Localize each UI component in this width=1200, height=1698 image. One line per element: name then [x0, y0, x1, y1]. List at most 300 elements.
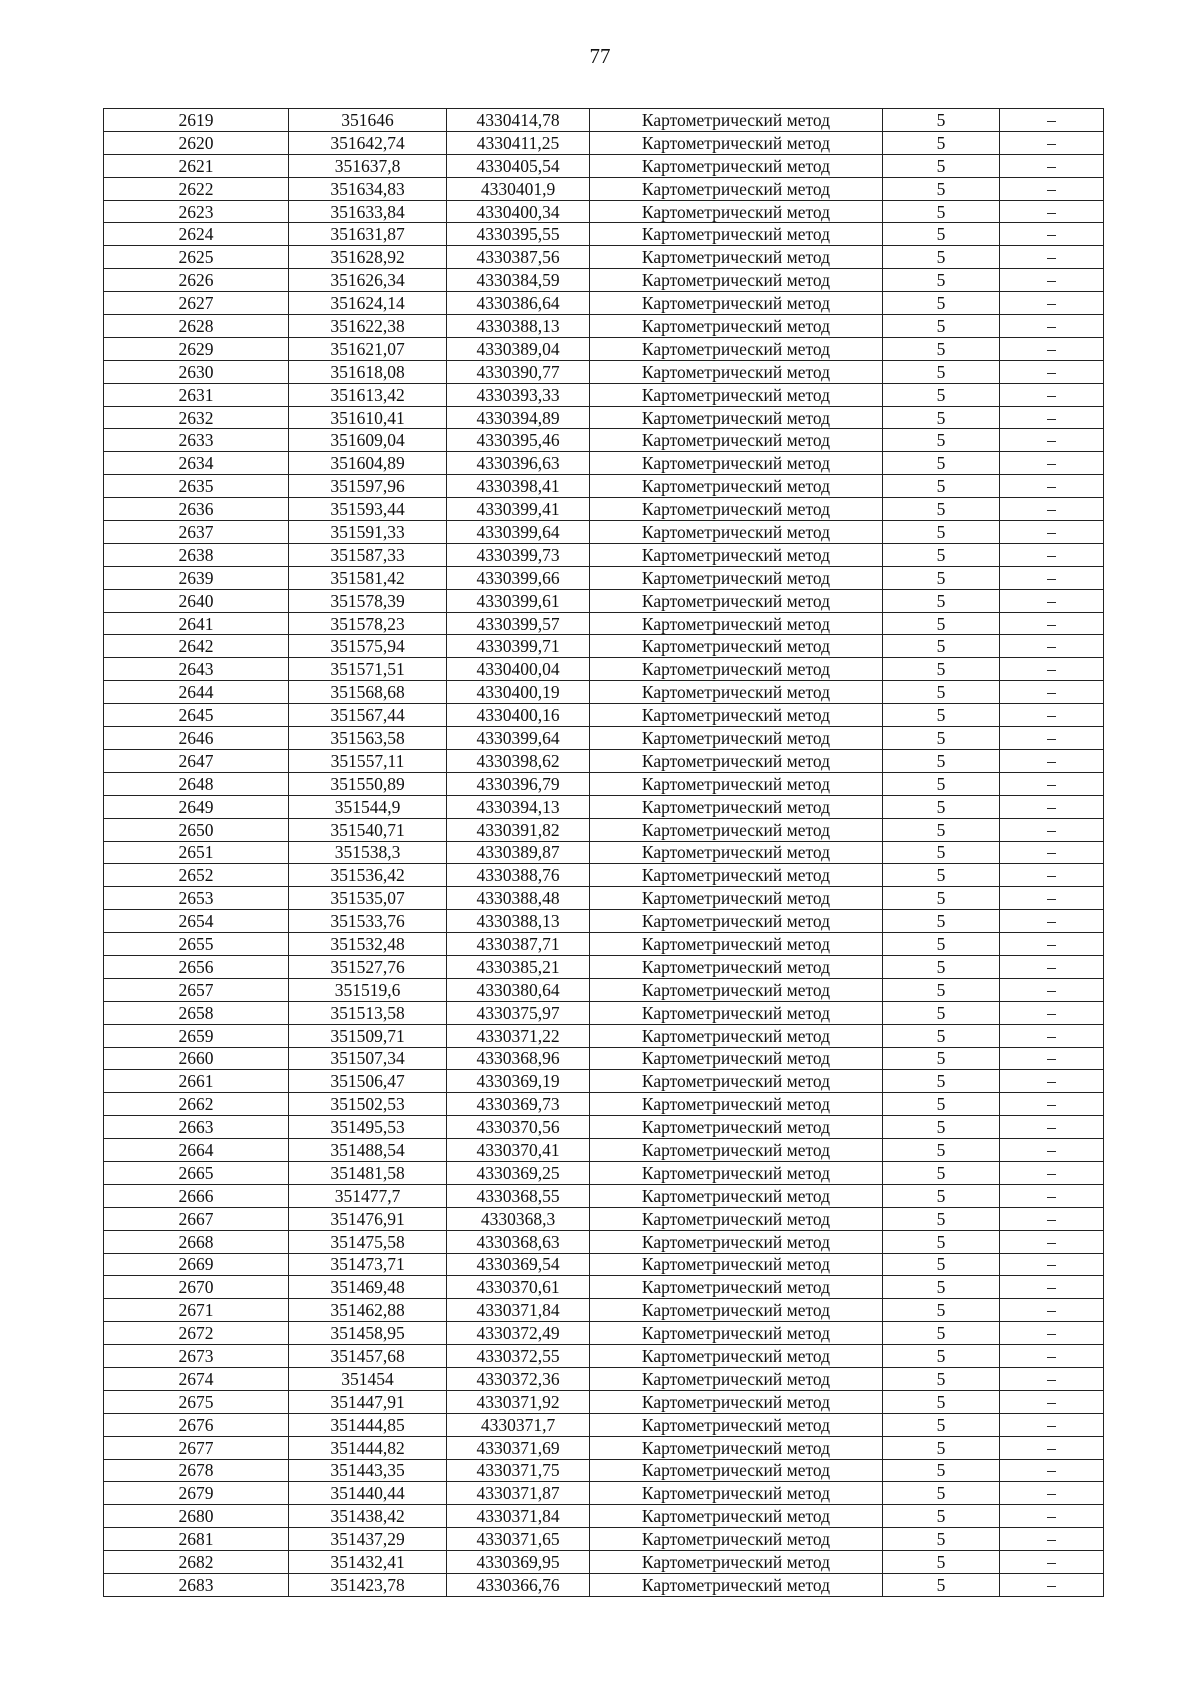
x-coordinate-cell: 351634,83 [289, 177, 447, 200]
note-cell: – [1000, 315, 1104, 338]
table-row [104, 1345, 1104, 1368]
table-row [104, 200, 1104, 223]
x-coordinate-cell: 351457,68 [289, 1345, 447, 1368]
x-coordinate-cell: 351624,14 [289, 292, 447, 315]
table-row [104, 1390, 1104, 1413]
accuracy-cell: 5 [883, 635, 1000, 658]
note-cell: – [1000, 177, 1104, 200]
accuracy-cell: 5 [883, 1024, 1000, 1047]
table-row [104, 246, 1104, 269]
table-row [104, 131, 1104, 154]
y-coordinate-cell: 4330372,49 [447, 1322, 590, 1345]
method-cell: Картометрический метод [590, 658, 883, 681]
table-row [104, 383, 1104, 406]
note-cell: – [1000, 933, 1104, 956]
y-coordinate-cell: 4330371,22 [447, 1024, 590, 1047]
y-coordinate-cell: 4330391,82 [447, 818, 590, 841]
method-cell: Картометрический метод [590, 1116, 883, 1139]
method-cell: Картометрический метод [590, 475, 883, 498]
y-coordinate-cell: 4330368,55 [447, 1184, 590, 1207]
method-cell: Картометрический метод [590, 452, 883, 475]
point-number-cell: 2660 [104, 1047, 289, 1070]
method-cell: Картометрический метод [590, 1459, 883, 1482]
point-number-cell: 2661 [104, 1070, 289, 1093]
point-number-cell: 2663 [104, 1116, 289, 1139]
y-coordinate-cell: 4330401,9 [447, 177, 590, 200]
accuracy-cell: 5 [883, 1551, 1000, 1574]
method-cell: Картометрический метод [590, 1413, 883, 1436]
y-coordinate-cell: 4330380,64 [447, 978, 590, 1001]
point-number-cell: 2621 [104, 154, 289, 177]
y-coordinate-cell: 4330371,65 [447, 1528, 590, 1551]
accuracy-cell: 5 [883, 269, 1000, 292]
point-number-cell: 2628 [104, 315, 289, 338]
y-coordinate-cell: 4330370,41 [447, 1139, 590, 1162]
table-row [104, 795, 1104, 818]
y-coordinate-cell: 4330399,64 [447, 727, 590, 750]
method-cell: Картометрический метод [590, 795, 883, 818]
point-number-cell: 2675 [104, 1390, 289, 1413]
accuracy-cell: 5 [883, 1574, 1000, 1597]
y-coordinate-cell: 4330399,57 [447, 612, 590, 635]
y-coordinate-cell: 4330411,25 [447, 131, 590, 154]
table-row [104, 704, 1104, 727]
method-cell: Картометрический метод [590, 200, 883, 223]
point-number-cell: 2662 [104, 1093, 289, 1116]
x-coordinate-cell: 351519,6 [289, 978, 447, 1001]
x-coordinate-cell: 351469,48 [289, 1276, 447, 1299]
method-cell: Картометрический метод [590, 1551, 883, 1574]
x-coordinate-cell: 351604,89 [289, 452, 447, 475]
point-number-cell: 2670 [104, 1276, 289, 1299]
note-cell: – [1000, 475, 1104, 498]
note-cell: – [1000, 429, 1104, 452]
y-coordinate-cell: 4330399,73 [447, 543, 590, 566]
method-cell: Картометрический метод [590, 360, 883, 383]
table-row [104, 749, 1104, 772]
point-number-cell: 2655 [104, 933, 289, 956]
y-coordinate-cell: 4330370,61 [447, 1276, 590, 1299]
table-row [104, 1436, 1104, 1459]
method-cell: Картометрический метод [590, 1093, 883, 1116]
point-number-cell: 2627 [104, 292, 289, 315]
y-coordinate-cell: 4330368,63 [447, 1230, 590, 1253]
accuracy-cell: 5 [883, 589, 1000, 612]
accuracy-cell: 5 [883, 543, 1000, 566]
x-coordinate-cell: 351438,42 [289, 1505, 447, 1528]
y-coordinate-cell: 4330375,97 [447, 1001, 590, 1024]
note-cell: – [1000, 704, 1104, 727]
table-row [104, 1230, 1104, 1253]
accuracy-cell: 5 [883, 177, 1000, 200]
accuracy-cell: 5 [883, 1322, 1000, 1345]
method-cell: Картометрический метод [590, 1070, 883, 1093]
point-number-cell: 2631 [104, 383, 289, 406]
method-cell: Картометрический метод [590, 131, 883, 154]
y-coordinate-cell: 4330398,41 [447, 475, 590, 498]
point-number-cell: 2667 [104, 1207, 289, 1230]
method-cell: Картометрический метод [590, 154, 883, 177]
method-cell: Картометрический метод [590, 177, 883, 200]
table-row [104, 315, 1104, 338]
note-cell: – [1000, 887, 1104, 910]
accuracy-cell: 5 [883, 1184, 1000, 1207]
note-cell: – [1000, 841, 1104, 864]
x-coordinate-cell: 351550,89 [289, 772, 447, 795]
x-coordinate-cell: 351509,71 [289, 1024, 447, 1047]
note-cell: – [1000, 521, 1104, 544]
table-row [104, 727, 1104, 750]
accuracy-cell: 5 [883, 1276, 1000, 1299]
accuracy-cell: 5 [883, 749, 1000, 772]
x-coordinate-cell: 351533,76 [289, 910, 447, 933]
point-number-cell: 2651 [104, 841, 289, 864]
x-coordinate-cell: 351488,54 [289, 1139, 447, 1162]
note-cell: – [1000, 635, 1104, 658]
table-row [104, 154, 1104, 177]
x-coordinate-cell: 351473,71 [289, 1253, 447, 1276]
note-cell: – [1000, 1574, 1104, 1597]
point-number-cell: 2669 [104, 1253, 289, 1276]
note-cell: – [1000, 246, 1104, 269]
point-number-cell: 2635 [104, 475, 289, 498]
table-row [104, 269, 1104, 292]
table-row [104, 864, 1104, 887]
accuracy-cell: 5 [883, 795, 1000, 818]
x-coordinate-cell: 351444,85 [289, 1413, 447, 1436]
note-cell: – [1000, 772, 1104, 795]
note-cell: – [1000, 1230, 1104, 1253]
point-number-cell: 2674 [104, 1367, 289, 1390]
x-coordinate-cell: 351440,44 [289, 1482, 447, 1505]
point-number-cell: 2638 [104, 543, 289, 566]
note-cell: – [1000, 1116, 1104, 1139]
x-coordinate-cell: 351462,88 [289, 1299, 447, 1322]
note-cell: – [1000, 292, 1104, 315]
accuracy-cell: 5 [883, 383, 1000, 406]
point-number-cell: 2653 [104, 887, 289, 910]
note-cell: – [1000, 543, 1104, 566]
x-coordinate-cell: 351568,68 [289, 681, 447, 704]
note-cell: – [1000, 795, 1104, 818]
point-number-cell: 2640 [104, 589, 289, 612]
accuracy-cell: 5 [883, 612, 1000, 635]
point-number-cell: 2636 [104, 498, 289, 521]
table-row [104, 360, 1104, 383]
point-number-cell: 2649 [104, 795, 289, 818]
accuracy-cell: 5 [883, 887, 1000, 910]
y-coordinate-cell: 4330390,77 [447, 360, 590, 383]
method-cell: Картометрический метод [590, 292, 883, 315]
point-number-cell: 2642 [104, 635, 289, 658]
y-coordinate-cell: 4330385,21 [447, 955, 590, 978]
x-coordinate-cell: 351610,41 [289, 406, 447, 429]
accuracy-cell: 5 [883, 1482, 1000, 1505]
method-cell: Картометрический метод [590, 406, 883, 429]
point-number-cell: 2644 [104, 681, 289, 704]
x-coordinate-cell: 351502,53 [289, 1093, 447, 1116]
accuracy-cell: 5 [883, 727, 1000, 750]
point-number-cell: 2659 [104, 1024, 289, 1047]
point-number-cell: 2632 [104, 406, 289, 429]
table-row [104, 475, 1104, 498]
note-cell: – [1000, 383, 1104, 406]
y-coordinate-cell: 4330400,04 [447, 658, 590, 681]
point-number-cell: 2657 [104, 978, 289, 1001]
table-row [104, 292, 1104, 315]
table-row [104, 406, 1104, 429]
point-number-cell: 2634 [104, 452, 289, 475]
point-number-cell: 2643 [104, 658, 289, 681]
x-coordinate-cell: 351477,7 [289, 1184, 447, 1207]
table-row [104, 1139, 1104, 1162]
y-coordinate-cell: 4330368,96 [447, 1047, 590, 1070]
method-cell: Картометрический метод [590, 1276, 883, 1299]
x-coordinate-cell: 351557,11 [289, 749, 447, 772]
point-number-cell: 2648 [104, 772, 289, 795]
method-cell: Картометрический метод [590, 589, 883, 612]
method-cell: Картометрический метод [590, 109, 883, 132]
accuracy-cell: 5 [883, 475, 1000, 498]
method-cell: Картометрический метод [590, 223, 883, 246]
accuracy-cell: 5 [883, 1299, 1000, 1322]
y-coordinate-cell: 4330369,19 [447, 1070, 590, 1093]
x-coordinate-cell: 351578,39 [289, 589, 447, 612]
x-coordinate-cell: 351475,58 [289, 1230, 447, 1253]
y-coordinate-cell: 4330371,87 [447, 1482, 590, 1505]
y-coordinate-cell: 4330399,66 [447, 566, 590, 589]
note-cell: – [1000, 1436, 1104, 1459]
accuracy-cell: 5 [883, 521, 1000, 544]
y-coordinate-cell: 4330400,19 [447, 681, 590, 704]
point-number-cell: 2672 [104, 1322, 289, 1345]
y-coordinate-cell: 4330400,16 [447, 704, 590, 727]
point-number-cell: 2633 [104, 429, 289, 452]
accuracy-cell: 5 [883, 315, 1000, 338]
table-row [104, 1093, 1104, 1116]
note-cell: – [1000, 1528, 1104, 1551]
x-coordinate-cell: 351613,42 [289, 383, 447, 406]
method-cell: Картометрический метод [590, 704, 883, 727]
x-coordinate-cell: 351581,42 [289, 566, 447, 589]
y-coordinate-cell: 4330372,55 [447, 1345, 590, 1368]
note-cell: – [1000, 1367, 1104, 1390]
accuracy-cell: 5 [883, 1093, 1000, 1116]
note-cell: – [1000, 1093, 1104, 1116]
method-cell: Картометрический метод [590, 315, 883, 338]
point-number-cell: 2654 [104, 910, 289, 933]
point-number-cell: 2658 [104, 1001, 289, 1024]
y-coordinate-cell: 4330369,25 [447, 1161, 590, 1184]
accuracy-cell: 5 [883, 498, 1000, 521]
x-coordinate-cell: 351575,94 [289, 635, 447, 658]
accuracy-cell: 5 [883, 154, 1000, 177]
x-coordinate-cell: 351432,41 [289, 1551, 447, 1574]
x-coordinate-cell: 351540,71 [289, 818, 447, 841]
point-number-cell: 2646 [104, 727, 289, 750]
table-row [104, 589, 1104, 612]
accuracy-cell: 5 [883, 223, 1000, 246]
note-cell: – [1000, 360, 1104, 383]
x-coordinate-cell: 351618,08 [289, 360, 447, 383]
y-coordinate-cell: 4330371,84 [447, 1299, 590, 1322]
note-cell: – [1000, 1551, 1104, 1574]
method-cell: Картометрический метод [590, 383, 883, 406]
x-coordinate-cell: 351536,42 [289, 864, 447, 887]
table-row [104, 818, 1104, 841]
method-cell: Картометрический метод [590, 749, 883, 772]
y-coordinate-cell: 4330387,71 [447, 933, 590, 956]
note-cell: – [1000, 1001, 1104, 1024]
accuracy-cell: 5 [883, 1528, 1000, 1551]
x-coordinate-cell: 351633,84 [289, 200, 447, 223]
table-row [104, 521, 1104, 544]
table-row [104, 772, 1104, 795]
note-cell: – [1000, 910, 1104, 933]
x-coordinate-cell: 351506,47 [289, 1070, 447, 1093]
point-number-cell: 2681 [104, 1528, 289, 1551]
table-row [104, 452, 1104, 475]
point-number-cell: 2664 [104, 1139, 289, 1162]
x-coordinate-cell: 351527,76 [289, 955, 447, 978]
x-coordinate-cell: 351631,87 [289, 223, 447, 246]
method-cell: Картометрический метод [590, 1574, 883, 1597]
accuracy-cell: 5 [883, 1367, 1000, 1390]
y-coordinate-cell: 4330386,64 [447, 292, 590, 315]
y-coordinate-cell: 4330366,76 [447, 1574, 590, 1597]
x-coordinate-cell: 351567,44 [289, 704, 447, 727]
accuracy-cell: 5 [883, 772, 1000, 795]
method-cell: Картометрический метод [590, 543, 883, 566]
table-row [104, 1116, 1104, 1139]
accuracy-cell: 5 [883, 566, 1000, 589]
method-cell: Картометрический метод [590, 1207, 883, 1230]
note-cell: – [1000, 223, 1104, 246]
method-cell: Картометрический метод [590, 1253, 883, 1276]
y-coordinate-cell: 4330396,63 [447, 452, 590, 475]
method-cell: Картометрический метод [590, 1047, 883, 1070]
method-cell: Картометрический метод [590, 1139, 883, 1162]
table-row [104, 1505, 1104, 1528]
method-cell: Картометрический метод [590, 1322, 883, 1345]
note-cell: – [1000, 1390, 1104, 1413]
method-cell: Картометрический метод [590, 864, 883, 887]
x-coordinate-cell: 351609,04 [289, 429, 447, 452]
table-row [104, 223, 1104, 246]
coordinates-table-body [104, 109, 1104, 1597]
y-coordinate-cell: 4330399,61 [447, 589, 590, 612]
method-cell: Картометрический метод [590, 1299, 883, 1322]
accuracy-cell: 5 [883, 1230, 1000, 1253]
point-number-cell: 2680 [104, 1505, 289, 1528]
note-cell: – [1000, 337, 1104, 360]
x-coordinate-cell: 351637,8 [289, 154, 447, 177]
x-coordinate-cell: 351447,91 [289, 1390, 447, 1413]
table-row [104, 1253, 1104, 1276]
point-number-cell: 2620 [104, 131, 289, 154]
point-number-cell: 2626 [104, 269, 289, 292]
point-number-cell: 2666 [104, 1184, 289, 1207]
method-cell: Картометрический метод [590, 269, 883, 292]
method-cell: Картометрический метод [590, 612, 883, 635]
y-coordinate-cell: 4330393,33 [447, 383, 590, 406]
y-coordinate-cell: 4330414,78 [447, 109, 590, 132]
point-number-cell: 2647 [104, 749, 289, 772]
table-row [104, 1459, 1104, 1482]
note-cell: – [1000, 1024, 1104, 1047]
note-cell: – [1000, 864, 1104, 887]
note-cell: – [1000, 1139, 1104, 1162]
y-coordinate-cell: 4330370,56 [447, 1116, 590, 1139]
method-cell: Картометрический метод [590, 978, 883, 1001]
accuracy-cell: 5 [883, 864, 1000, 887]
x-coordinate-cell: 351597,96 [289, 475, 447, 498]
method-cell: Картометрический метод [590, 1230, 883, 1253]
y-coordinate-cell: 4330398,62 [447, 749, 590, 772]
method-cell: Картометрический метод [590, 337, 883, 360]
table-row [104, 955, 1104, 978]
table-row [104, 681, 1104, 704]
y-coordinate-cell: 4330372,36 [447, 1367, 590, 1390]
note-cell: – [1000, 131, 1104, 154]
x-coordinate-cell: 351626,34 [289, 269, 447, 292]
table-row [104, 978, 1104, 1001]
y-coordinate-cell: 4330371,69 [447, 1436, 590, 1459]
x-coordinate-cell: 351538,3 [289, 841, 447, 864]
table-row [104, 1001, 1104, 1024]
method-cell: Картометрический метод [590, 1184, 883, 1207]
x-coordinate-cell: 351458,95 [289, 1322, 447, 1345]
note-cell: – [1000, 109, 1104, 132]
point-number-cell: 2678 [104, 1459, 289, 1482]
note-cell: – [1000, 154, 1104, 177]
accuracy-cell: 5 [883, 818, 1000, 841]
note-cell: – [1000, 1413, 1104, 1436]
x-coordinate-cell: 351443,35 [289, 1459, 447, 1482]
method-cell: Картометрический метод [590, 1390, 883, 1413]
x-coordinate-cell: 351481,58 [289, 1161, 447, 1184]
method-cell: Картометрический метод [590, 1482, 883, 1505]
y-coordinate-cell: 4330369,95 [447, 1551, 590, 1574]
note-cell: – [1000, 727, 1104, 750]
y-coordinate-cell: 4330405,54 [447, 154, 590, 177]
accuracy-cell: 5 [883, 933, 1000, 956]
accuracy-cell: 5 [883, 1161, 1000, 1184]
table-row [104, 1551, 1104, 1574]
note-cell: – [1000, 406, 1104, 429]
note-cell: – [1000, 1482, 1104, 1505]
note-cell: – [1000, 566, 1104, 589]
note-cell: – [1000, 1505, 1104, 1528]
table-row [104, 1413, 1104, 1436]
accuracy-cell: 5 [883, 1207, 1000, 1230]
x-coordinate-cell: 351423,78 [289, 1574, 447, 1597]
note-cell: – [1000, 1253, 1104, 1276]
y-coordinate-cell: 4330399,64 [447, 521, 590, 544]
point-number-cell: 2622 [104, 177, 289, 200]
note-cell: – [1000, 1322, 1104, 1345]
method-cell: Картометрический метод [590, 566, 883, 589]
method-cell: Картометрический метод [590, 887, 883, 910]
point-number-cell: 2630 [104, 360, 289, 383]
method-cell: Картометрический метод [590, 1001, 883, 1024]
method-cell: Картометрический метод [590, 1505, 883, 1528]
method-cell: Картометрический метод [590, 818, 883, 841]
note-cell: – [1000, 1276, 1104, 1299]
table-row [104, 1047, 1104, 1070]
accuracy-cell: 5 [883, 1459, 1000, 1482]
accuracy-cell: 5 [883, 978, 1000, 1001]
